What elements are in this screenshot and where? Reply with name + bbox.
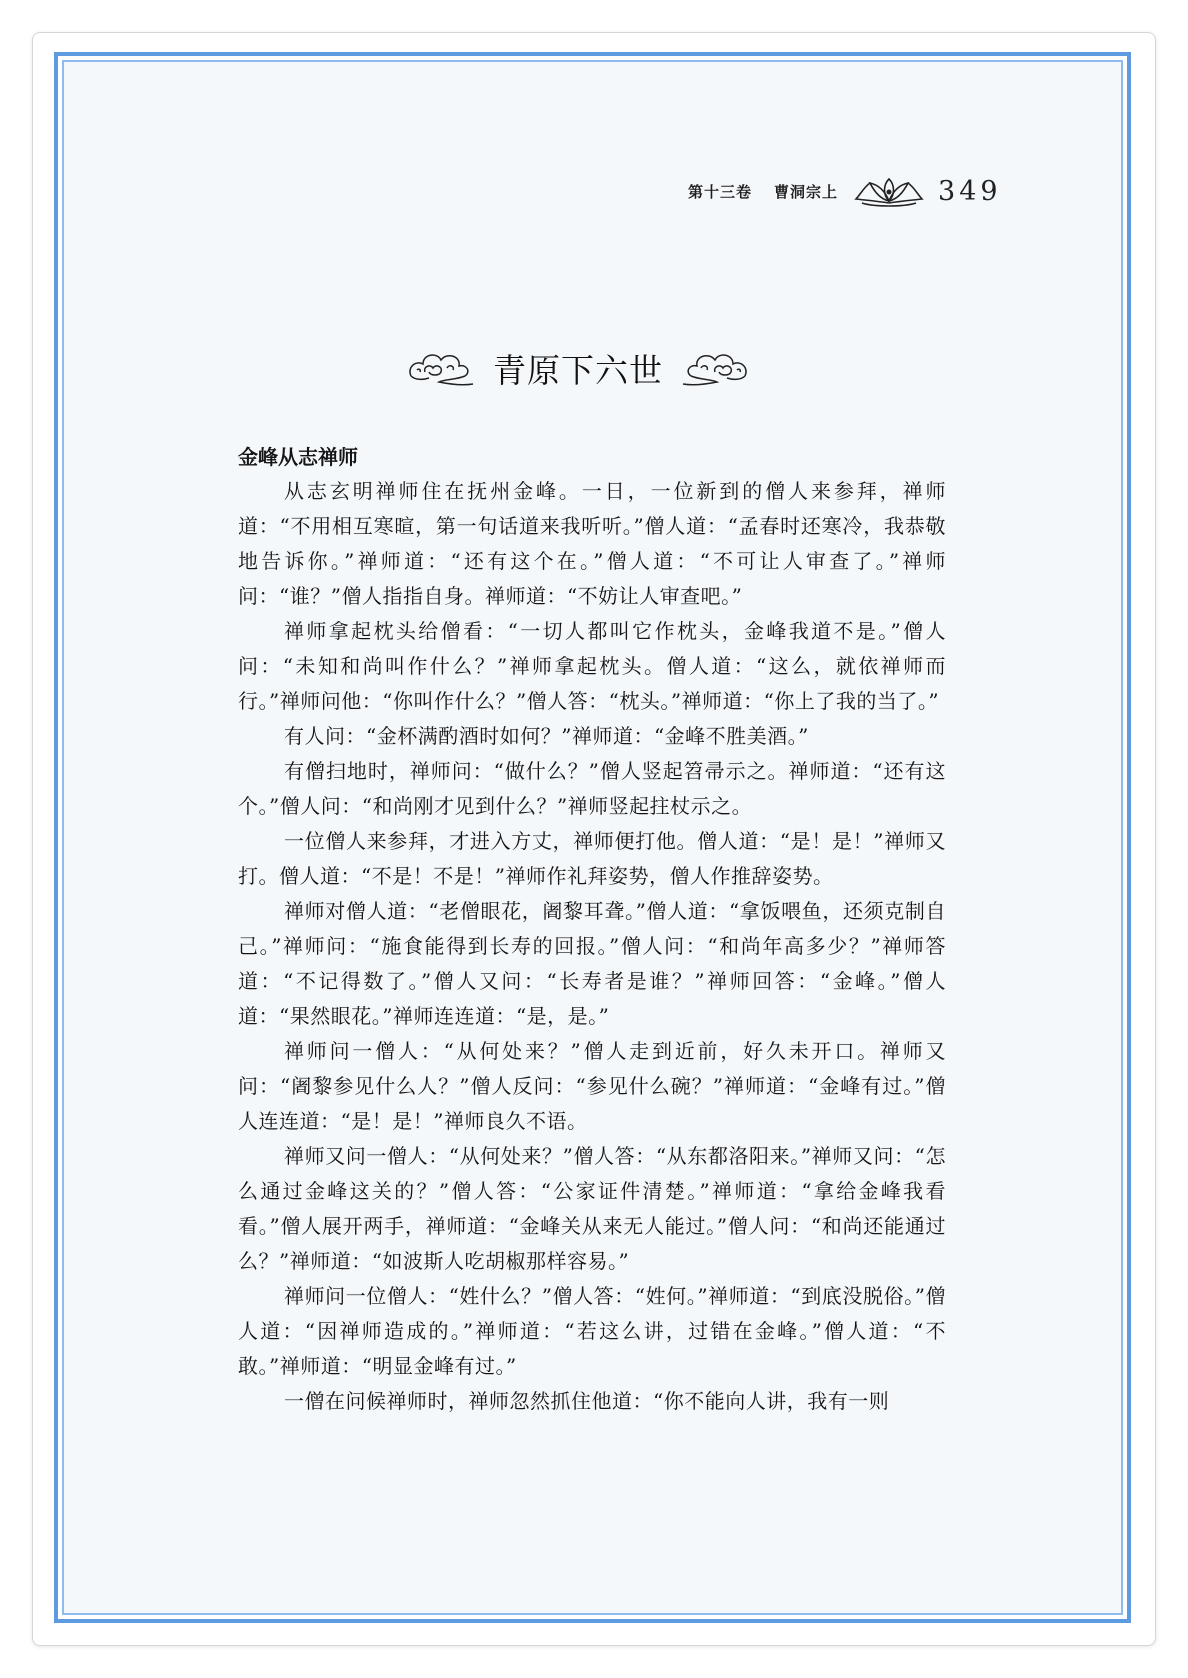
chapter-title: 青原下六世 <box>493 350 663 390</box>
paragraph: 有僧扫地时，禅师问：“做什么？”僧人竖起笤帚示之。禅师道：“还有这个。”僧人问：“和尚刚才见到什么？”禅师竖起拄杖示之。 <box>238 759 946 818</box>
page-number: 349 <box>938 175 1002 207</box>
lotus-ornament-icon <box>852 173 926 209</box>
paragraph: 一僧在问候禅师时，禅师忽然抓住他道：“你不能向人讲，我有一则 <box>284 1389 890 1413</box>
cloud-ornament-left-icon <box>405 346 475 390</box>
paragraph: 禅师问一僧人：“从何处来？”僧人走到近前，好久未开口。禅师又问：“阇黎参见什么人？”僧人反问：“参见什么碗？”禅师道：“金峰有过。”僧人连连道：“是！是！”禅师良久不语。 <box>238 1039 946 1133</box>
paragraph: 一位僧人来参拜，才进入方丈，禅师便打他。僧人道：“是！是！”禅师又打。僧人道：“不是！不是！”禅师作礼拜姿势，僧人作推辞姿势。 <box>238 829 946 888</box>
section-heading: 金峰从志禅师 <box>238 445 358 469</box>
cloud-ornament-right-icon <box>681 346 751 390</box>
running-header <box>688 173 1002 209</box>
paragraph: 禅师又问一僧人：“从何处来？”僧人答：“从东都洛阳来。”禅师又问：“怎么通过金峰这关的？”僧人答：“公家证件清楚。”禅师道：“拿给金峰我看看。”僧人展开两手，禅师道：“金峰关从来无人能过。”僧人问：“和尚还能通过么？”禅师道：“如波斯人吃胡椒那样容易。” <box>238 1144 946 1273</box>
paragraph: 禅师问一位僧人：“姓什么？”僧人答：“姓何。”禅师道：“到底没脱俗。”僧人道：“因禅师造成的。”禅师道：“若这么讲，过错在金峰。”僧人道：“不敢。”禅师道：“明显金峰有过。” <box>238 1284 946 1378</box>
article-body <box>238 440 946 1419</box>
paragraph: 禅师对僧人道：“老僧眼花，阇黎耳聋。”僧人道：“拿饭喂鱼，还须克制自己。”禅师问：“施食能得到长寿的回报。”僧人问：“和尚年高多少？”禅师答道：“不记得数了。”僧人又问：“长寿者是谁？”禅师回答：“金峰。”僧人道：“果然眼花。”禅师连连道：“是，是。” <box>238 899 946 1028</box>
chapter-title-block <box>388 338 768 398</box>
header-volume: 第十三卷 <box>688 182 753 201</box>
header-section: 曹洞宗上 <box>774 182 839 201</box>
paragraph: 禅师拿起枕头给僧看：“一切人都叫它作枕头，金峰我道不是。”僧人问：“未知和尚叫作什么？”禅师拿起枕头。僧人道：“这么，就依禅师而行。”禅师问他：“你叫作什么？”僧人答：“枕头。”禅师道：“你上了我的当了。” <box>238 619 946 713</box>
paragraph: 有人问：“金杯满酌酒时如何？”禅师道：“金峰不胜美酒。” <box>284 724 809 748</box>
paragraph: 从志玄明禅师住在抚州金峰。一日，一位新到的僧人来参拜，禅师道：“不用相互寒暄，第一句话道来我听听。”僧人道：“孟春时还寒冷，我恭敬地告诉你。”禅师道：“还有这个在。”僧人道：“不可让人审查了。”禅师问：“谁？”僧人指指自身。禅师道：“不妨让人审查吧。” <box>238 479 946 608</box>
